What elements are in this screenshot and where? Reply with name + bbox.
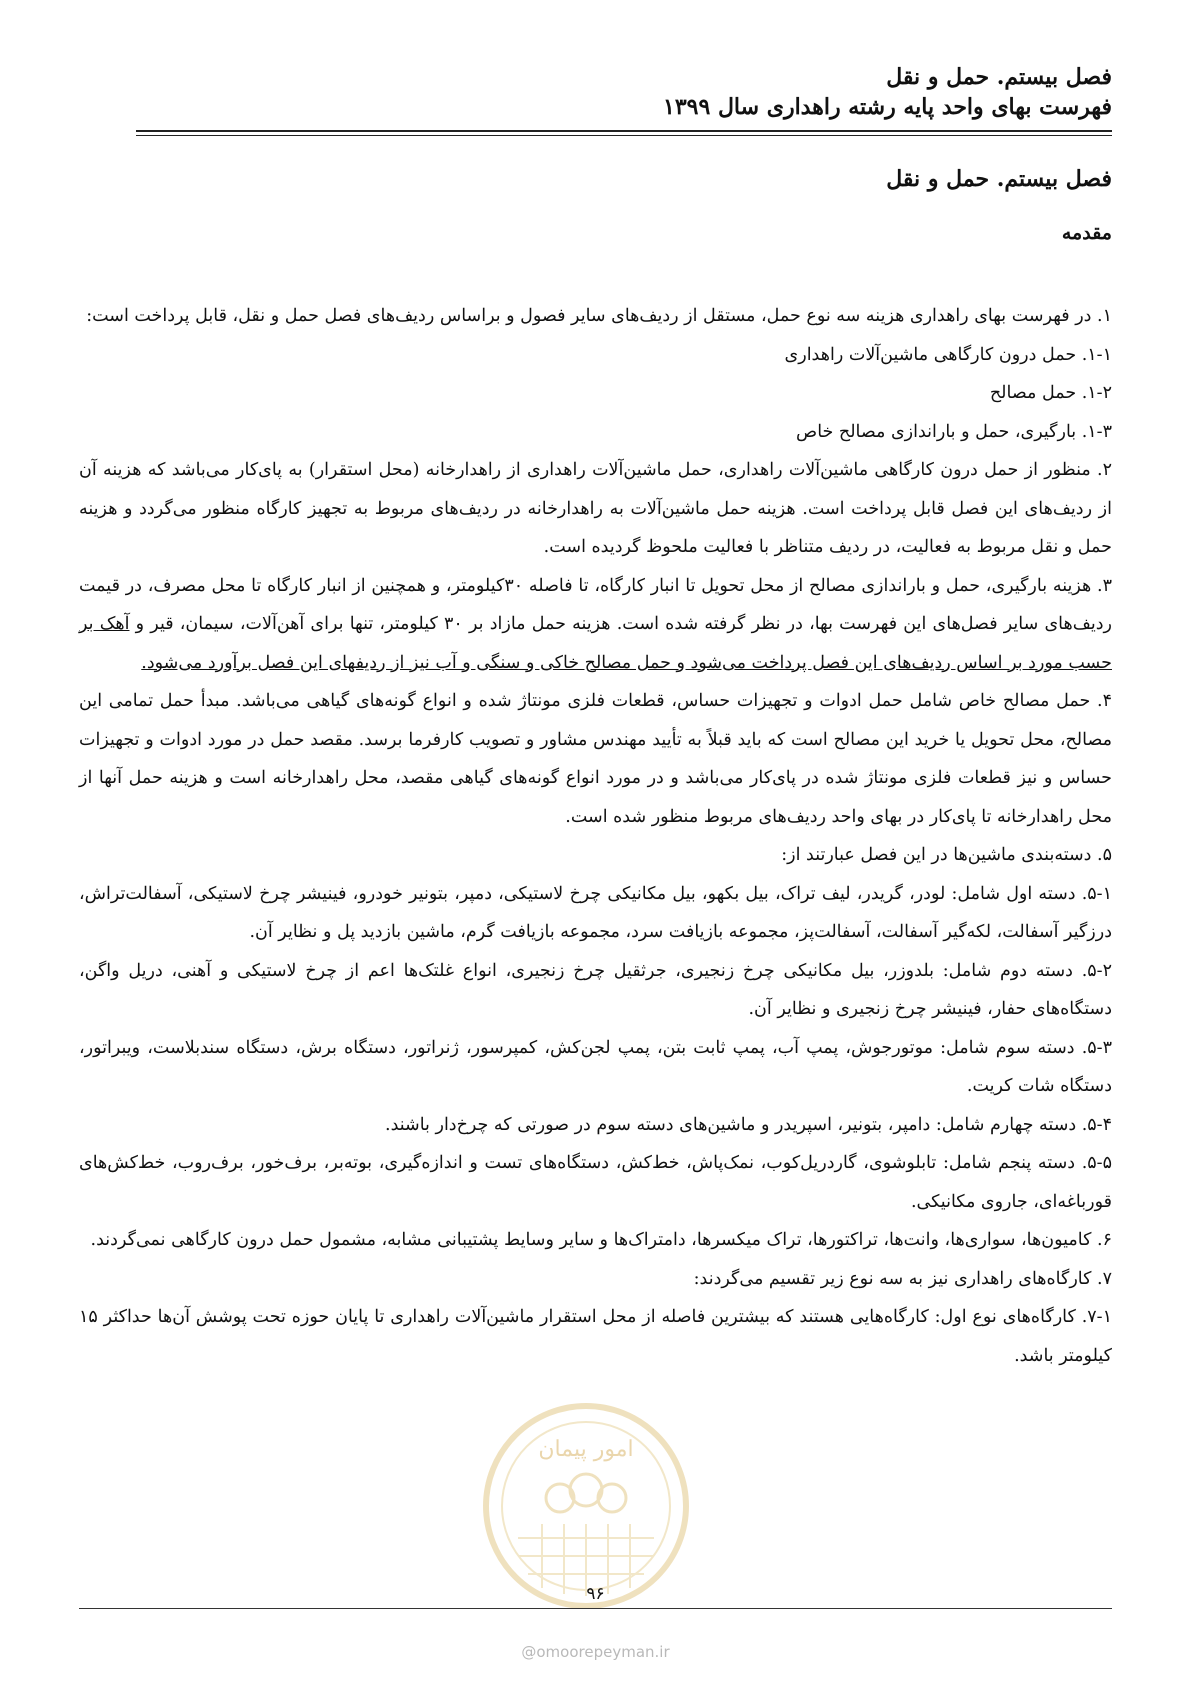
section-title: فصل بیستم. حمل و نقل [886,166,1112,192]
paragraph-6: ۶. کامیون‌ها، سواری‌ها، وانت‌ها، تراکتورها، تراک میکسرها، دامتراک‌ها و سایر وسایط پشتیبانی مشابه، مشمول حمل درون کارگاهی نمی‌گردند. [90,1230,1112,1250]
page-number: ۹۶ [586,1584,605,1604]
paragraph-2: ۲. منظور از حمل درون کارگاهی ماشین‌آلات راهداری، حمل ماشین‌آلات راهداری از راهدارخانه (محل استقرار) به پای‌کار می‌باشد که هزینه آن از ردیف‌های این فصل قابل پرداخت است. هزینه حمل ماشین‌آلات به راهدارخانه در ردیف‌های مربوط به تجهیز کارگاه منظور می‌گردد و هزینه حمل و نقل مربوط به فعالیت، در ردیف متناظر با فعالیت ملحوظ گردیده است. [79,460,1112,557]
website-watermark: @omoorepeyman.ir [521,1643,670,1661]
paragraph-5-2: ۵-۲. دسته دوم شامل: بلدوزر، بیل مکانیکی چرخ زنجیری، جرثقیل چرخ زنجیری، انواع غلتک‌ها اعم از چرخ لاستیکی و آهنی، دریل واگن، دستگاه‌های حفار، فینیشر چرخ زنجیری و نظایر آن. [79,960,1112,1019]
intro-heading: مقدمه [1061,222,1112,244]
paragraph-1-1: ۱-۱. حمل درون کارگاهی ماشین‌آلات راهداری [784,344,1112,365]
header-rule-thin [136,135,1112,136]
paragraph-5: ۵. دسته‌بندی ماشین‌ها در این فصل عبارتند از: [781,845,1112,865]
paragraph-1-2: ۱-۲. حمل مصالح [989,383,1112,403]
body-text [79,297,1112,1375]
paragraph-5-4: ۵-۴. دسته چهارم شامل: دامپر، بتونیر، اسپریدر و ماشین‌های دسته سوم در صورتی که چرخ‌دار باشند. [385,1114,1112,1135]
footer-rule [79,1608,1112,1609]
paragraph-3-underlined: آهک بر حسب مورد بر اساس ردیف‌های این فصل پرداخت می‌شود و حمل مصالح خاکی و سنگی و آب نیز از ردیفهای این فصل برآورد می‌شود. [79,614,1112,673]
header-chapter-title: فصل بیستم. حمل و نقل [886,64,1112,90]
paragraph-1: ۱. در فهرست بهای راهداری هزینه سه نوع حمل، مستقل از ردیف‌های سایر فصول و براساس ردیف‌های فصل حمل و نقل، قابل پرداخت است: [86,306,1112,326]
paragraph-7-1: ۷-۱. کارگاه‌های نوع اول: کارگاه‌هایی هستند که بیشترین فاصله از محل استقرار ماشین‌آلات راهداری تا پایان حوزه تحت پوشش آن‌ها حداکثر ۱۵ کیلومتر باشد. [79,1307,1112,1366]
paragraph-4: ۴. حمل مصالح خاص شامل حمل ادوات و تجهیزات حساس، قطعات فلزی مونتاژ شده و انواع گونه‌های گیاهی می‌باشد. مبدأ حمل تمامی این مصالح، محل تحویل یا خرید این مصالح است که باید قبلاً به تأیید مهندس مشاور و تصویب کارفرما برسد. مقصد حمل در مورد ادوات و تجهیزات حساس و نیز قطعات فلزی مونتاژ شده در پای‌کار می‌باشد و در مورد انواع گونه‌های گیاهی مقصد، محل راهدارخانه است و هزینه حمل آنها از محل راهدارخانه تا پای‌کار در بهای واحد ردیف‌های مربوط منظور شده است. [79,691,1112,827]
paragraph-1-3: ۱-۳. بارگیری، حمل و باراندازی مصالح خاص [796,421,1112,442]
paragraph-5-1: ۵-۱. دسته اول شامل: لودر، گریدر، لیف تراک، بیل بکهو، بیل مکانیکی چرخ لاستیکی، دمپر، بتونیر خودرو، فینیشر چرخ لاستیکی، آسفالت‌تراش، درزگیر آسفالت، لکه‌گیر آسفالت، آسفالت‌پز، مجموعه بازیافت سرد، مجموعه بازیافت گرم، ماشین بازدید پل و نظایر آن. [79,883,1112,942]
paragraph-5-3: ۵-۳. دسته سوم شامل: موتورجوش، پمپ آب، پمپ ثابت بتن، پمپ لجن‌کش، کمپرسور، ژنراتور، دستگاه برش، دستگاه سندبلاست، ویبراتور، دستگاه شات کریت. [79,1037,1112,1096]
paragraph-3-text: ۳. هزینه بارگیری، حمل و باراندازی مصالح از محل تحویل تا انبار کارگاه، تا فاصله ۳۰کیلومتر، و همچنین از انبار کارگاه تا محل مصرف، در قیمت ردیف‌های سایر فصل‌های این فهرست بها، در نظر گرفته شده است. هزینه حمل مازاد بر ۳۰ کیلومتر، تنها برای آهن‌آلات، سیمان، قیر و [79,575,1112,634]
header-book-title: فهرست بهای واحد پایه رشته راهداری سال ۱۳۹۹ [663,94,1112,120]
paragraph-3 [79,567,1112,683]
paragraph-5-5: ۵-۵. دسته پنجم شامل: تابلوشوی، گاردریل‌کوب، نمک‌پاش، خط‌کش، دستگاه‌های تست و اندازه‌گیری، بوته‌بر، برف‌خور، برف‌روب، خط‌کش‌های قورباغه‌ای، جاروی مکانیکی. [79,1153,1112,1212]
paragraph-7: ۷. کارگاه‌های راهداری نیز به سه نوع زیر تقسیم می‌گردند: [693,1268,1112,1289]
seal-text: امور پیمان [538,1437,634,1462]
header-rule-thick [136,130,1112,132]
running-header [138,62,1112,122]
omoor-peyman-seal-watermark [478,1398,694,1614]
